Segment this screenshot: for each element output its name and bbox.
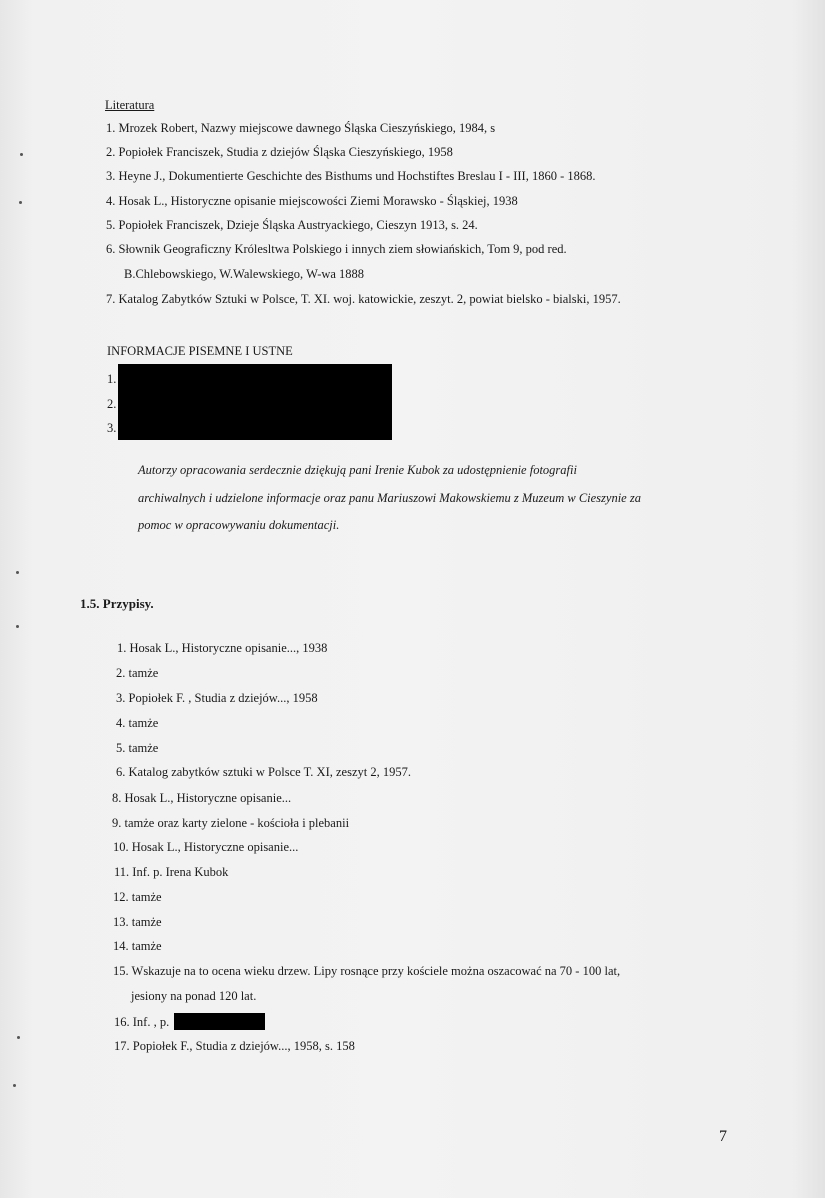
footnote-item: 6. Katalog zabytków sztuki w Polsce T. XI, zeszyt 2, 1957. [116, 765, 411, 779]
scan-speck [16, 571, 19, 574]
footnote-item: 8. Hosak L., Historyczne opisanie... [112, 791, 292, 805]
literatura-item-continuation: B.Chlebowskiego, W.Walewskiego, W-wa 1888 [124, 267, 365, 281]
redaction-block [118, 364, 392, 440]
footnote-item: 2. tamże [116, 666, 159, 680]
informacje-number: 3. [107, 421, 117, 435]
literatura-item: 7. Katalog Zabytków Sztuki w Polsce, T. XI. woj. katowickie, zeszyt. 2, powiat bielsko - bialski, 1957. [106, 292, 621, 306]
scan-speck [20, 153, 23, 156]
literatura-item: 3. Heyne J., Dokumentierte Geschichte des Bisthums und Hochstiftes Breslau I - III, 1860 - 1868. [106, 169, 596, 183]
footnote-item: 9. tamże oraz karty zielone - kościoła i plebanii [112, 816, 350, 830]
acknowledgement-line: Autorzy opracowania serdecznie dziękują pani Irenie Kubok za udostępnienie fotografii [138, 463, 577, 477]
literatura-item: 1. Mrozek Robert, Nazwy miejscowe dawnego Śląska Cieszyńskiego, 1984, s [106, 121, 496, 135]
page-number: 7 [719, 1128, 727, 1145]
przypisy-heading: 1.5. Przypisy. [80, 596, 154, 611]
scan-speck [13, 1084, 16, 1087]
scan-speck [19, 201, 22, 204]
footnote-item: 15. Wskazuje na to ocena wieku drzew. Lipy rosnące przy kościele można oszacować na 70 - 100 lat, [113, 964, 621, 978]
footnote-item: 13. tamże [113, 915, 162, 929]
literatura-item: 6. Słownik Geograficzny Królesltwa Polskiego i innych ziem słowiańskich, Tom 9, pod red. [106, 242, 567, 256]
footnote-item: 10. Hosak L., Historyczne opisanie... [113, 840, 299, 854]
literatura-heading: Literatura [105, 98, 155, 112]
scan-speck [16, 625, 19, 628]
footnote-item: 1. Hosak L., Historyczne opisanie..., 1938 [117, 641, 328, 655]
literatura-item: 5. Popiołek Franciszek, Dzieje Śląska Austryackiego, Cieszyn 1913, s. 24. [106, 218, 478, 232]
footnote-item: 12. tamże [113, 890, 162, 904]
footnote-item: 16. Inf. , p. [114, 1015, 170, 1029]
scan-speck [17, 1036, 20, 1039]
footnote-item: 5. tamże [116, 741, 159, 755]
redaction-block [174, 1013, 265, 1030]
footnote-item: 17. Popiołek F., Studia z dziejów..., 1958, s. 158 [114, 1039, 355, 1053]
footnote-item: 4. tamże [116, 716, 159, 730]
footnote-item: 14. tamże [113, 939, 162, 953]
informacje-heading: INFORMACJE PISEMNE I USTNE [107, 344, 293, 358]
footnote-item: 3. Popiołek F. , Studia z dziejów..., 1958 [116, 691, 318, 705]
acknowledgement-line: archiwalnych i udzielone informacje oraz panu Mariuszowi Makowskiemu z Muzeum w Cieszynie za [138, 491, 641, 505]
acknowledgement-line: pomoc w opracowywaniu dokumentacji. [138, 518, 340, 532]
literatura-item: 2. Popiołek Franciszek, Studia z dziejów Śląska Cieszyńskiego, 1958 [106, 145, 453, 159]
footnote-item-continuation: jesiony na ponad 120 lat. [131, 989, 257, 1003]
informacje-number: 1. [107, 372, 117, 386]
literatura-item: 4. Hosak L., Historyczne opisanie miejscowości Ziemi Morawsko - Śląskiej, 1938 [106, 194, 518, 208]
informacje-number: 2. [107, 397, 117, 411]
footnote-item: 11. Inf. p. Irena Kubok [114, 865, 229, 879]
